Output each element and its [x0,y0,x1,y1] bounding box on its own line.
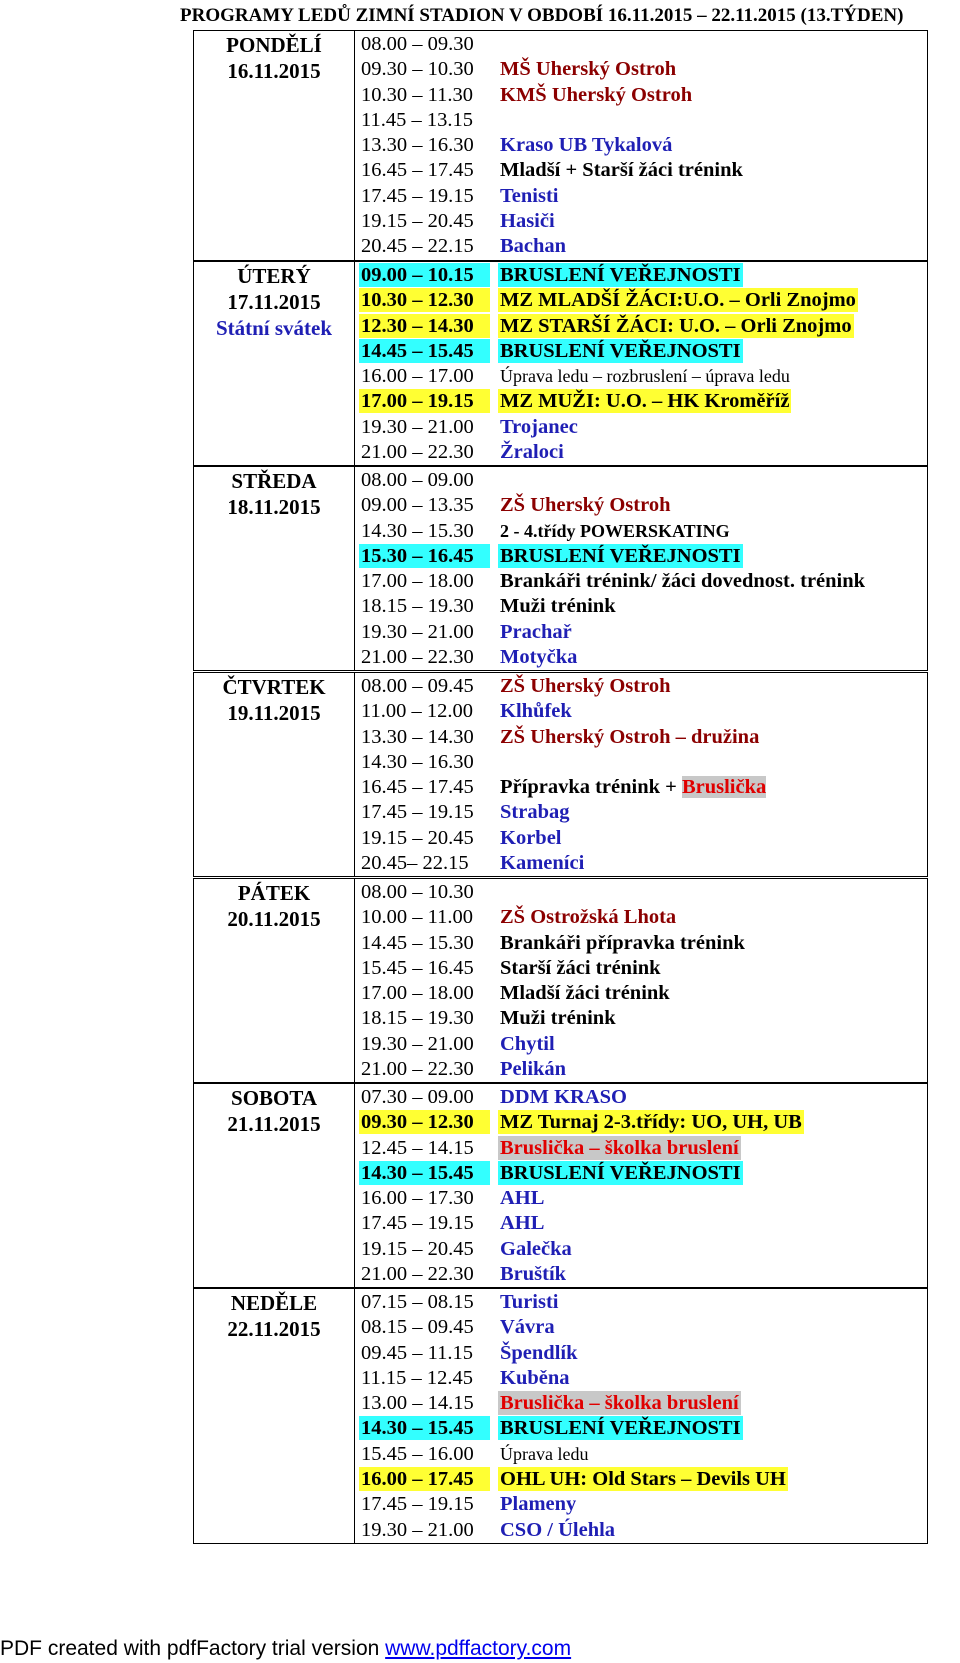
schedule-row [355,467,927,492]
activity-text: Vávra [500,1316,555,1339]
schedule-row [355,1441,927,1466]
activity-text: Brankáři trénink/ žáci dovednost. trénink [500,570,866,593]
day-label [193,466,354,671]
schedule-row [355,1365,927,1390]
activity-text: Strabag [500,801,570,824]
time-slot: 09.45 – 11.15 [361,1341,473,1364]
day-block [193,1083,928,1288]
activity [498,1366,572,1390]
day-block [193,672,928,877]
schedule-row [355,338,927,363]
day-rows [354,1083,928,1288]
time-slot: 14.45 – 15.30 [361,931,474,954]
schedule-row [355,568,927,593]
activity [498,288,858,312]
activity-text: AHL [500,1187,545,1210]
activity-text: Mladší žáci trénink [500,982,670,1005]
activity [498,800,571,824]
activity [498,209,557,233]
day-name: ČTVRTEK [222,675,326,699]
schedule-row [355,518,927,543]
activity [498,1341,580,1365]
time-slot: 19.15 – 20.45 [361,826,474,849]
schedule-row [355,1415,927,1440]
activity [498,1057,568,1081]
activity-text: Žraloci [500,441,564,464]
time-slot: 08.00 – 09.45 [361,675,474,697]
time-slot: 13.30 – 14.30 [361,725,474,748]
activity-text: OHL UH: Old Stars – Devils UH [500,1468,786,1491]
activity [498,1161,743,1185]
activity [498,133,674,157]
activity [498,544,743,568]
schedule-row [355,850,927,875]
activity-text: Tenisti [500,184,559,207]
day-block [193,1288,928,1544]
time-slot: 07.15 – 08.15 [361,1291,474,1313]
activity-text: Bruslička – školka bruslení [500,1136,739,1159]
day-rows [354,466,928,671]
day-name: ÚTERÝ [237,264,311,288]
time-slot: 16.45 – 17.45 [361,159,474,182]
time-slot: 13.00 – 14.15 [361,1392,474,1415]
activity [498,594,618,618]
time-slot: 11.15 – 12.45 [361,1366,473,1389]
day-rows [354,261,928,466]
activity-text: Chytil [500,1032,555,1055]
time-slot: 19.30 – 21.00 [361,1032,474,1055]
day-block [193,466,928,671]
schedule-row [355,1289,927,1314]
schedule-row [355,1466,927,1491]
activity [498,1032,557,1056]
time-slot: 16.00 – 17.45 [359,1467,490,1491]
schedule-row [355,904,927,929]
schedule-row [355,183,927,208]
activity [498,519,732,543]
schedule-row [355,619,927,644]
day-label [193,1288,354,1544]
time-slot: 08.15 – 09.45 [361,1316,474,1339]
schedule-row [355,1185,927,1210]
activity [498,1085,629,1109]
time-slot: 10.30 – 12.30 [359,288,490,312]
activity [498,1006,618,1030]
schedule-row [355,439,927,464]
activity-text: KMŠ Uherský Ostroh [500,83,693,106]
day-rows [354,1288,928,1544]
day-date: 21.11.2015 [227,1112,321,1136]
time-slot: 19.15 – 20.45 [361,1237,474,1260]
time-slot: 09.30 – 10.30 [361,58,474,81]
schedule-row [355,107,927,132]
activity-text: Kameníci [500,852,585,875]
activity-text: BRUSLENÍ VEŘEJNOSTI [500,1417,741,1440]
schedule-row [355,930,927,955]
time-slot: 20.45 – 22.15 [361,235,474,258]
activity-text: Galečka [500,1237,572,1260]
schedule-row [355,1005,927,1030]
activity [498,645,579,669]
activity [498,1315,557,1339]
day-rows [354,30,928,261]
time-slot: 07.30 – 09.00 [361,1086,474,1108]
day-date: 22.11.2015 [227,1317,321,1341]
day-name: SOBOTA [231,1086,317,1110]
schedule-row [355,825,927,850]
activity [498,57,678,81]
activity-text: Bruštík [500,1263,567,1286]
activity-text: Starší žáci trénink [500,956,661,979]
day-name: PÁTEK [237,881,311,905]
activity [498,1136,741,1160]
day-note: Státní svátek [215,316,333,340]
activity [498,184,561,208]
activity [498,1518,617,1542]
activity [498,1290,561,1314]
schedule-row [355,698,927,723]
schedule-row [355,1261,927,1286]
activity [498,314,854,338]
activity-text: Klhůfek [500,700,572,723]
activity [498,493,673,517]
schedule-row [355,82,927,107]
schedule-row [355,980,927,1005]
activity-text: Přípravka trénink + [500,776,682,799]
day-date: 17.11.2015 [227,290,321,314]
time-slot: 10.30 – 11.30 [361,83,473,106]
activity [498,440,566,464]
activity-text: BRUSLENÍ VEŘEJNOSTI [500,544,741,567]
time-slot: 21.00 – 22.30 [361,441,474,464]
day-rows [354,672,928,877]
activity-text: Úprava ledu – rozbruslení – úprava ledu [500,366,790,387]
day-date: 20.11.2015 [227,907,321,931]
schedule-row [355,208,927,233]
time-slot: 17.45 – 19.15 [361,801,474,824]
schedule-row [355,1491,927,1516]
schedule-row [355,593,927,618]
time-slot: 19.15 – 20.45 [361,210,474,233]
time-slot: 18.15 – 19.30 [361,595,474,618]
time-slot: 14.30 – 16.30 [361,750,474,773]
activity-text: Pelikán [500,1058,567,1081]
schedule-row [355,31,927,56]
activity [498,956,663,980]
time-slot: 11.00 – 12.00 [361,700,473,723]
time-slot: 14.30 – 15.45 [359,1161,490,1185]
day-name: PONDĚLÍ [226,33,322,57]
schedule-row [355,1517,927,1542]
time-slot: 17.00 – 19.15 [359,389,490,413]
schedule-row [355,1390,927,1415]
activity [498,775,768,799]
activity-text: Muži trénink [500,595,616,618]
activity-text: Plameny [500,1493,577,1516]
activity-text: MZ MLADŠÍ ŽÁCI:U.O. – Orli Znojmo [500,289,856,312]
time-slot: 11.45 – 13.15 [361,108,473,131]
schedule-row [355,492,927,517]
activity [498,620,574,644]
day-block [193,261,928,466]
activity-highlight: Bruslička [681,776,767,799]
time-slot: 15.45 – 16.45 [361,956,474,979]
time-slot: 19.30 – 21.00 [361,415,474,438]
activity [498,1442,590,1466]
schedule-row [355,287,927,312]
time-slot: 16.00 – 17.00 [361,365,474,388]
schedule-row [355,262,927,287]
day-block [193,30,928,261]
activity [498,158,745,182]
activity [498,1391,741,1415]
activity-text: ZŠ Uherský Ostroh [500,494,671,517]
activity-text: Bruslička – školka bruslení [500,1392,739,1415]
activity [498,263,743,287]
activity-text: 2 - 4.třídy POWERSKATING [500,520,730,541]
footer-link[interactable]: www.pdffactory.com [385,1637,572,1660]
time-slot: 14.30 – 15.30 [361,519,474,542]
time-slot: 15.45 – 16.00 [361,1442,474,1465]
schedule-row [355,388,927,413]
schedule-row [355,1109,927,1134]
time-slot: 18.15 – 19.30 [361,1007,474,1030]
time-slot: 08.00 – 09.30 [361,33,474,55]
day-date: 16.11.2015 [227,59,321,83]
day-label [193,672,354,877]
activity [498,1237,574,1261]
time-slot: 08.00 – 09.00 [361,469,474,491]
day-label [193,878,354,1083]
activity [498,1110,804,1134]
footer [0,1634,960,1663]
time-slot: 10.00 – 11.00 [361,906,473,929]
time-slot: 14.30 – 15.45 [359,1416,490,1440]
page-title: PROGRAMY LEDŮ ZIMNÍ STADION V OBDOBÍ 16.11.2015 – 22.11.2015 (13.TÝDEN) [180,5,904,26]
schedule-row [355,313,927,338]
schedule-row [355,157,927,182]
activity-text: Trojanec [500,415,578,438]
activity [498,674,673,698]
activity [498,569,867,593]
schedule-row [355,1314,927,1339]
activity [498,83,694,107]
schedule-row [355,749,927,774]
activity-text: BRUSLENÍ VEŘEJNOSTI [500,1161,741,1184]
activity-text: Špendlík [500,1341,578,1364]
time-slot: 17.45 – 19.15 [361,184,474,207]
activity-text: BRUSLENÍ VEŘEJNOSTI [500,339,741,362]
schedule-row [355,414,927,439]
activity-text: MŠ Uherský Ostroh [500,58,677,81]
activity-text: DDM KRASO [500,1086,627,1108]
time-slot: 21.00 – 22.30 [361,1263,474,1286]
day-name: NEDĚLE [230,1291,318,1315]
activity-text: MZ STARŠÍ ŽÁCI: U.O. – Orli Znojmo [500,314,852,337]
time-slot: 19.30 – 21.00 [361,1518,474,1541]
schedule-row [355,799,927,824]
activity [498,905,678,929]
schedule-row [355,1031,927,1056]
activity [498,1416,743,1440]
activity-text: ZŠ Ostrožská Lhota [500,906,677,929]
schedule-row [355,363,927,388]
schedule-row [355,1210,927,1235]
time-slot: 14.45 – 15.45 [359,339,490,363]
activity-text: BRUSLENÍ VEŘEJNOSTI [500,264,741,286]
activity [498,931,747,955]
activity-text: Mladší + Starší žáci trénink [500,159,743,182]
time-slot: 08.00 – 10.30 [361,881,474,903]
activity-text: CSO / Úlehla [500,1518,616,1541]
activity [498,699,574,723]
activity [498,364,792,388]
time-slot: 15.30 – 16.45 [359,544,490,568]
activity [498,851,586,875]
schedule-row [355,774,927,799]
activity [498,1186,546,1210]
schedule-row [355,1160,927,1185]
schedule-row [355,644,927,669]
time-slot: 09.00 – 10.15 [359,263,490,287]
activity-text: ZŠ Uherský Ostroh – družina [500,725,760,748]
activity [498,725,761,749]
time-slot: 16.45 – 17.45 [361,776,474,799]
activity-text: ZŠ Uherský Ostroh [500,675,671,697]
activity-text: Motyčka [500,646,578,669]
schedule-row [355,1236,927,1261]
time-slot: 17.00 – 18.00 [361,570,474,593]
activity-text: Bachan [500,235,567,258]
activity-text: Úprava ledu [500,1443,589,1464]
time-slot: 17.45 – 19.15 [361,1212,474,1235]
schedule-row [355,1135,927,1160]
schedule-row [355,56,927,81]
day-label [193,1083,354,1288]
schedule-row [355,1084,927,1109]
activity [498,415,580,439]
activity-text: Kraso UB Tykalová [500,134,673,157]
activity-text: Hasiči [500,210,555,233]
day-name: STŘEDA [231,469,317,493]
schedule-row [355,879,927,904]
day-block [193,878,928,1083]
activity [498,981,672,1005]
activity-text: MZ MUŽI: U.O. – HK Kroměříž [500,390,790,413]
schedule-row [355,724,927,749]
activity-text: Muži trénink [500,1007,616,1030]
day-label [193,261,354,466]
time-slot: 17.00 – 18.00 [361,982,474,1005]
day-label [193,30,354,261]
activity-text: Prachař [500,620,572,643]
activity [498,1262,568,1286]
day-date: 18.11.2015 [227,495,321,519]
schedule-row [355,673,927,698]
time-slot: 12.30 – 14.30 [359,314,490,338]
time-slot: 21.00 – 22.30 [361,646,474,669]
schedule-row [355,132,927,157]
schedule-row [355,1340,927,1365]
time-slot: 16.00 – 17.30 [361,1187,474,1210]
activity-text: AHL [500,1212,545,1235]
schedule-row [355,955,927,980]
activity-text: Kuběna [500,1366,570,1389]
activity-text: Brankáři přípravka trénink [500,931,745,954]
day-rows [354,878,928,1083]
time-slot: 21.00 – 22.30 [361,1058,474,1081]
time-slot: 12.45 – 14.15 [361,1136,474,1159]
activity-text: MZ Turnaj 2-3.třídy: UO, UH, UB [500,1111,802,1134]
activity [498,826,564,850]
day-date: 19.11.2015 [227,701,321,725]
time-slot: 19.30 – 21.00 [361,620,474,643]
activity [498,1211,546,1235]
schedule-row [355,1056,927,1081]
activity [498,389,791,413]
time-slot: 09.30 – 12.30 [359,1110,490,1134]
activity [498,1492,578,1516]
activity-text: Turisti [500,1291,559,1313]
activity [498,339,743,363]
activity-text: Korbel [500,826,562,849]
time-slot: 17.45 – 19.15 [361,1493,474,1516]
activity [498,234,568,258]
time-slot: 13.30 – 16.30 [361,134,474,157]
activity [498,1467,788,1491]
schedule-row [355,543,927,568]
schedule-row [355,233,927,258]
time-slot: 20.45– 22.15 [361,852,469,875]
footer-text: PDF created with pdfFactory trial version [0,1637,386,1660]
time-slot: 09.00 – 13.35 [361,494,474,517]
